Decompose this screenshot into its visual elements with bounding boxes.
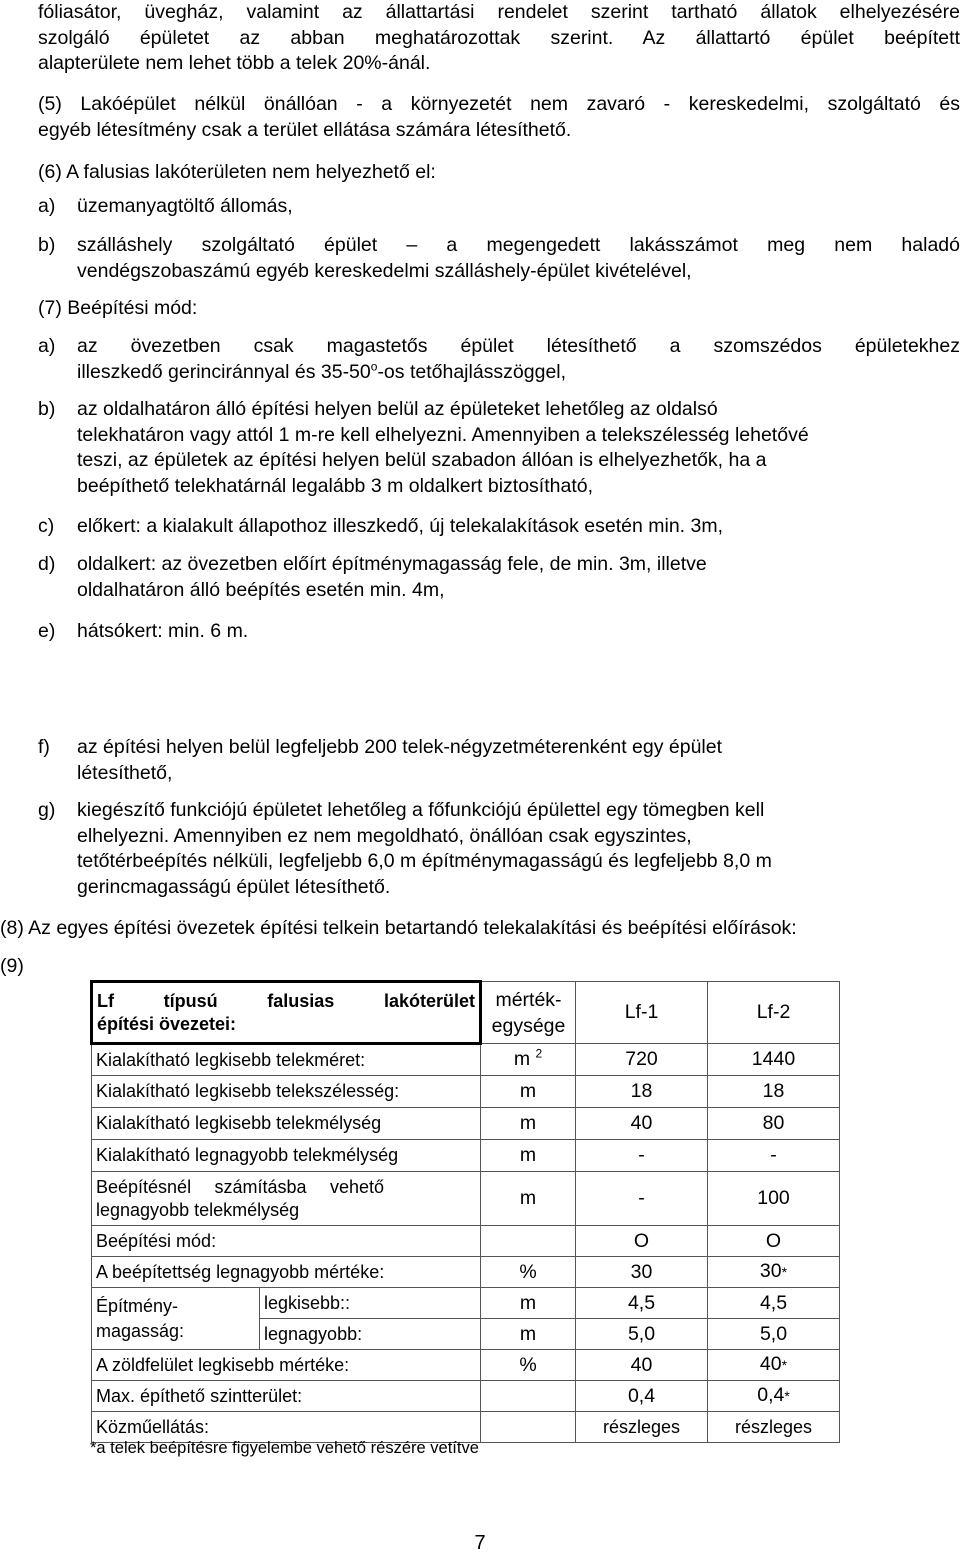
list-item bbox=[77, 194, 960, 220]
row-value-lf1: - bbox=[576, 1172, 708, 1226]
list-item bbox=[77, 233, 960, 284]
row-value-lf1: 18 bbox=[576, 1076, 708, 1108]
text-line: (9) bbox=[0, 955, 24, 977]
text-line: illeszkedő gerinciránnyal és 35-50$^o$-os tetőhajlásszöggel, bbox=[77, 359, 567, 383]
row-label: Építmény- magasság: bbox=[92, 1288, 260, 1350]
text-line: az övezetben csak magastetős épület létesíthető a szomszédos épületekhez bbox=[77, 335, 960, 357]
row-label: Max. építhető szintterület: bbox=[92, 1381, 481, 1412]
paragraph-continuation bbox=[38, 0, 960, 77]
row-value-lf1: - bbox=[576, 1140, 708, 1172]
row-value-lf2: O bbox=[708, 1226, 840, 1257]
table-row bbox=[92, 1172, 840, 1226]
row-value-lf2: 30* bbox=[708, 1257, 840, 1288]
list-item bbox=[77, 334, 960, 385]
row-sublabel: legnagyobb: bbox=[260, 1319, 481, 1350]
text-line: előkert: a kialakult állapothoz illeszkedő, új telekalakítások esetén min. 3m, bbox=[77, 515, 724, 537]
list-marker: b) bbox=[38, 234, 56, 256]
row-value-lf2: 1440 bbox=[708, 1044, 840, 1076]
table-row bbox=[92, 1257, 840, 1288]
text-line: teszi, az épületek az építési helyen belül szabadon állóan is elhelyezhetők, ha a bbox=[77, 449, 767, 471]
text-line: oldalhatáron álló beépítés esetén min. 4m, bbox=[77, 578, 445, 601]
row-label: Kialakítható legkisebb telekmélység bbox=[92, 1108, 481, 1140]
row-label: Közműellátás: bbox=[92, 1412, 481, 1443]
row-unit bbox=[481, 1412, 576, 1443]
text-line: tetőtérbeépítés nélküli, legfeljebb 6,0 m építménymagasságú és legfeljebb 8,0 m bbox=[77, 850, 772, 872]
text-line: (8) Az egyes építési övezetek építési telkein betartandó telekalakítási és beépítési előírások: bbox=[0, 917, 797, 939]
row-value-lf1: 40 bbox=[576, 1350, 708, 1381]
list-item bbox=[77, 514, 960, 540]
text-line: alapterülete nem lehet több a telek 20%-ánál. bbox=[38, 52, 431, 74]
zoning-table bbox=[90, 980, 840, 1443]
text-line: telekhatáron vagy attól 1 m-re kell elhelyezni. Amennyiben a telekszélesség lehetővé bbox=[77, 423, 809, 446]
paragraph-7 bbox=[38, 296, 960, 322]
text-line: oldalkert: az övezetben előírt építménymagasság fele, de min. 3m, illetve bbox=[77, 553, 707, 575]
table-row bbox=[92, 1140, 840, 1172]
text-line: egyéb létesítmény csak a terület ellátása számára létesíthető. bbox=[38, 118, 572, 141]
row-value-lf1: 40 bbox=[576, 1108, 708, 1140]
table-row bbox=[92, 1226, 840, 1257]
text-line: fóliasátor, üvegház, valamint az állattartási rendelet szerint tartható állatok elhelyezésére bbox=[38, 1, 960, 23]
list-item bbox=[77, 397, 960, 499]
text-line: hátsókert: min. 6 m. bbox=[77, 620, 249, 642]
text-line: gerincmagasságú épület létesíthető. bbox=[77, 875, 391, 898]
text-line: az oldalhatáron álló építési helyen belül az épületeket lehetőleg az oldalsó bbox=[77, 398, 718, 420]
text-line: szolgáló épületet az abban meghatározottak szerint. Az állattartó épület beépített bbox=[38, 26, 960, 49]
list-marker: e) bbox=[38, 620, 56, 642]
list-marker: a) bbox=[38, 195, 56, 217]
text-line: (7) Beépítési mód: bbox=[38, 297, 198, 319]
table-row bbox=[92, 1288, 840, 1319]
text-line: elhelyezni. Amennyiben ez nem megoldható, önállóan csak egyszintes, bbox=[77, 824, 692, 847]
text-line: szálláshely szolgáltató épület – a megengedett lakásszámot meg nem haladó bbox=[77, 234, 960, 256]
row-unit: % bbox=[481, 1257, 576, 1288]
row-value-lf2: 0,4* bbox=[708, 1381, 840, 1412]
row-unit: m bbox=[481, 1076, 576, 1108]
table-header-lf1: Lf-1 bbox=[576, 982, 708, 1044]
list-marker: a) bbox=[38, 335, 56, 357]
row-label: A beépítettség legnagyobb mértéke: bbox=[92, 1257, 481, 1288]
list-item bbox=[77, 619, 960, 645]
text-line: az építési helyen belül legfeljebb 200 telek-négyzetméterenként egy épület bbox=[77, 736, 723, 758]
table-row bbox=[92, 1412, 840, 1443]
table-header-lf2: Lf-2 bbox=[708, 982, 840, 1044]
table-row bbox=[92, 1076, 840, 1108]
row-value-lf2: 5,0 bbox=[708, 1319, 840, 1350]
row-value-lf1: 0,4 bbox=[576, 1381, 708, 1412]
row-value-lf1: 720 bbox=[576, 1044, 708, 1076]
row-value-lf2: - bbox=[708, 1140, 840, 1172]
table-row bbox=[92, 1108, 840, 1140]
row-unit bbox=[481, 1226, 576, 1257]
list-marker: g) bbox=[38, 799, 56, 821]
table-header-unit: mérték- egysége bbox=[481, 982, 576, 1044]
row-value-lf1: O bbox=[576, 1226, 708, 1257]
row-label: Beépítési mód: bbox=[92, 1226, 481, 1257]
row-unit: m bbox=[481, 1140, 576, 1172]
list-marker: b) bbox=[38, 398, 56, 420]
row-sublabel: legkisebb:: bbox=[260, 1288, 481, 1319]
row-label: Kialakítható legkisebb telekszélesség: bbox=[92, 1076, 481, 1108]
list-marker: c) bbox=[38, 515, 55, 537]
row-value-lf1: 5,0 bbox=[576, 1319, 708, 1350]
table-footnote: *a telek beépítésre figyelembe vehető részére vetítve bbox=[90, 1439, 479, 1457]
list-item bbox=[77, 798, 960, 900]
text-line: kiegészítő funkciójú épületet lehetőleg a főfunkciójú épülettel egy tömegben kell bbox=[77, 799, 765, 821]
text-line: üzemanyagtöltő állomás, bbox=[77, 195, 293, 217]
table-row bbox=[92, 1044, 840, 1076]
table-row bbox=[92, 1350, 840, 1381]
paragraph-8 bbox=[0, 916, 960, 942]
row-unit bbox=[481, 1381, 576, 1412]
row-value-lf2: 100 bbox=[708, 1172, 840, 1226]
row-value-lf1: 30 bbox=[576, 1257, 708, 1288]
row-value-lf2: 40* bbox=[708, 1350, 840, 1381]
row-unit: m $^2$ bbox=[481, 1044, 576, 1076]
row-value-lf2: 4,5 bbox=[708, 1288, 840, 1319]
row-value-lf2: 18 bbox=[708, 1076, 840, 1108]
page-number: 7 bbox=[474, 1532, 486, 1554]
text-line: vendégszobaszámú egyéb kereskedelmi szálláshely-épület kivételével, bbox=[77, 259, 692, 282]
row-unit: % bbox=[481, 1350, 576, 1381]
paragraph-6 bbox=[38, 160, 960, 186]
list-marker: d) bbox=[38, 553, 56, 575]
row-label: Kialakítható legkisebb telekméret: bbox=[92, 1044, 481, 1076]
list-item bbox=[77, 735, 960, 786]
row-label: A zöldfelület legkisebb mértéke: bbox=[92, 1350, 481, 1381]
row-unit: m bbox=[481, 1319, 576, 1350]
row-unit: m bbox=[481, 1288, 576, 1319]
paragraph-5 bbox=[38, 92, 960, 143]
table-header-zone: Lf típusú falusias lakóterület építési övezetei: bbox=[92, 982, 481, 1044]
table-header-row bbox=[92, 982, 840, 1044]
table-row bbox=[92, 1381, 840, 1412]
row-value-lf2: 80 bbox=[708, 1108, 840, 1140]
text-line: létesíthető, bbox=[77, 761, 173, 784]
list-marker: f) bbox=[38, 736, 50, 758]
row-unit: m bbox=[481, 1172, 576, 1226]
row-value-lf1: részleges bbox=[576, 1412, 708, 1443]
row-label: Beépítésnél számításba vehető legnagyobb telekmélység bbox=[92, 1172, 481, 1226]
text-line: (6) A falusias lakóterületen nem helyezhető el: bbox=[38, 161, 436, 183]
row-label: Kialakítható legnagyobb telekmélység bbox=[92, 1140, 481, 1172]
text-line: beépíthető telekhatárnál legalább 3 m oldalkert biztosítható, bbox=[77, 474, 594, 497]
paragraph-9 bbox=[0, 954, 922, 980]
row-value-lf1: 4,5 bbox=[576, 1288, 708, 1319]
row-unit: m bbox=[481, 1108, 576, 1140]
text-line: (5) Lakóépület nélkül önállóan - a környezetét nem zavaró - kereskedelmi, szolgáltató és bbox=[38, 93, 960, 115]
row-value-lf2: részleges bbox=[708, 1412, 840, 1443]
list-item bbox=[77, 552, 960, 603]
